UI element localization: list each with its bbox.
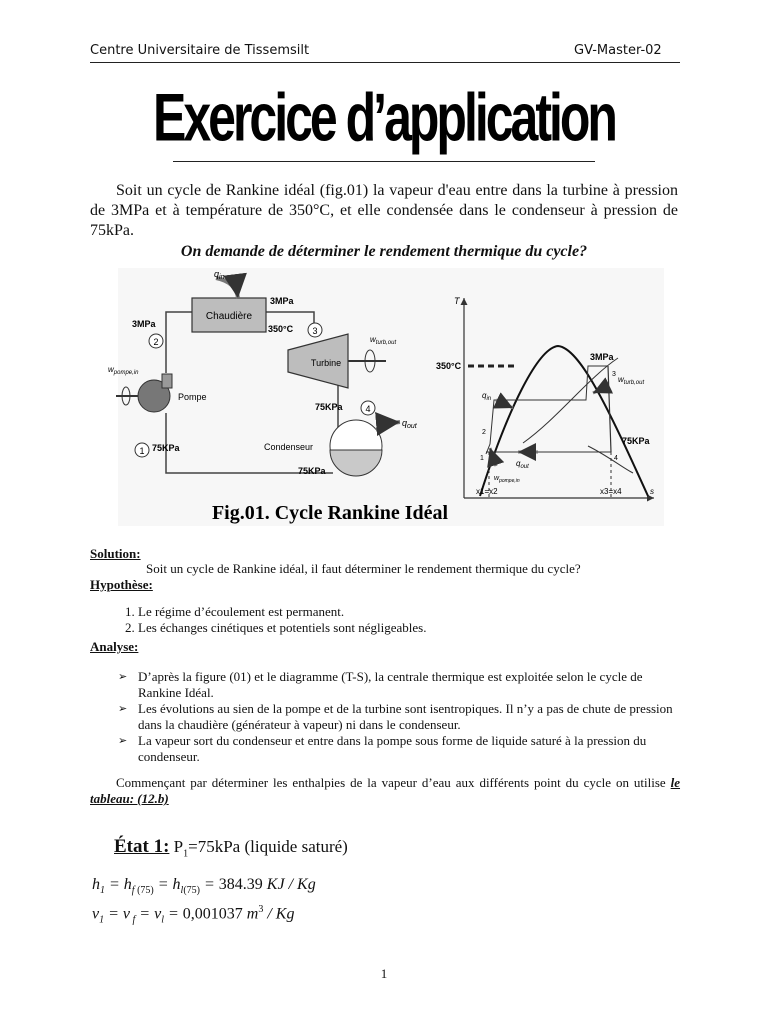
hypothese-heading: Hypothèse: [90,577,153,592]
p-3mpa-left: 3MPa [132,319,156,329]
list-item: 2. Les échanges cinétiques et potentiels sont négligeables. [138,620,678,636]
header-course: GV-Master-02 [574,43,662,58]
ts-75kpa-label: 75KPa [622,436,650,446]
turbine-label: Turbine [310,358,342,368]
method-paragraph: Commençant par déterminer les enthalpies de la vapeur d’eau aux différents point du cycle on utilise le tableau: (12.b) [90,775,681,806]
intro-paragraph: Soit un cycle de Rankine idéal (fig.01) la vapeur d'eau entre dans la turbine à pression de 3MPa et à température de 350°C, et elle condensée dans le condenseur à pression de 75kPa. [90,182,678,239]
list-item: ➢ Les évolutions au sien de la pompe et de la turbine sont isentropiques. Il n’y a pas de chute de pression dans la chaudière (générateur à vapeur) ni dans le condenseur. [118,701,673,732]
header-divider [90,62,680,63]
p-75kpa-left: 75KPa [152,443,180,453]
p-3mpa-top: 3MPa [270,296,294,306]
list-item: 1. Le régime d’écoulement est permanent. [138,604,678,620]
figure-caption: Fig.01. Cycle Rankine Idéal [211,502,449,524]
ts-qout-label: $q_{out}$ [516,459,529,470]
w-pompe-label: $w_{pompe,in}$ [108,365,139,376]
page-number: 1 [380,966,388,981]
svg-text:3: 3 [312,326,318,336]
svg-text:1: 1 [480,455,484,462]
solution-text: Soit un cycle de Rankine idéal, il faut déterminer le rendement thermique du cycle? [146,561,581,576]
title-divider [173,161,595,162]
ts-wturb-label: $w_{turb,out}$ [618,375,645,386]
chaudiere-label: Chaudière [205,311,253,322]
equation-h1: $h_1 = h_{f (75)} = h_{l(75)} = 384.39$ KJ / Kg [92,876,316,897]
question-line: On demande de déterminer le rendement thermique du cycle? [180,243,588,260]
ts-350-label: 350°C [436,361,462,371]
hypothese-list [118,604,678,636]
svg-text:1: 1 [139,446,145,456]
arrow-bullet-icon: ➢ [118,670,128,683]
solution-heading: Solution: [90,546,141,561]
header-institution: Centre Universitaire de Tissemsilt [90,43,310,58]
analyse-list [118,669,680,765]
etat-1-heading: État 1: $P_1=75kPa$ (liquide saturé) [114,836,348,860]
arrow-bullet-icon: ➢ [118,734,128,747]
svg-text:4: 4 [365,404,371,414]
list-item: ➢ D’après la figure (01) et le diagramme (T-S), la centrale thermique est exploitée selon le cycle de Rankine Idéal. [118,669,643,700]
ts-axis-t: T [454,296,460,306]
ts-axis-s: s [650,487,654,496]
arrow-bullet-icon: ➢ [118,702,128,715]
svg-text:4: 4 [614,455,618,462]
rankine-figure [108,268,664,526]
q-in-label: $q_{in}$ [214,269,225,281]
ts-x34-label: x3=x4 [600,487,622,496]
list-item: ➢ La vapeur sort du condenseur et entre dans la pompe sous forme de liquide saturé à la pression du condenseur. [118,733,647,764]
condenseur-label: Condenseur [264,442,314,452]
ts-qin-label: $q_{in}$ [482,391,492,402]
table-reference: le tableau: (12.b) [90,775,681,806]
p-75kpa-turb: 75KPa [315,402,343,412]
ts-3mpa-label: 3MPa [590,352,614,362]
t-350-label: 350°C [268,324,294,334]
svg-text:3: 3 [612,371,616,378]
ts-wpompe-label: $w_{pompe,in}$ [494,475,520,484]
page-title: Exercice d’application [153,79,615,156]
q-out-label: $q_{out}$ [402,418,417,430]
analyse-heading: Analyse: [90,639,139,654]
w-turb-label: $w_{turb,out}$ [370,335,397,346]
svg-text:2: 2 [153,337,159,347]
p-75kpa-bottom: 75KPa [298,466,326,476]
pompe-label: Pompe [178,392,207,402]
svg-text:2: 2 [482,429,486,436]
equation-v1: $v_1 = v$ $_f = v_l = 0,001037$ $m^3$ / Kg [92,904,295,926]
ts-x12-label: x1=x2 [476,487,498,496]
